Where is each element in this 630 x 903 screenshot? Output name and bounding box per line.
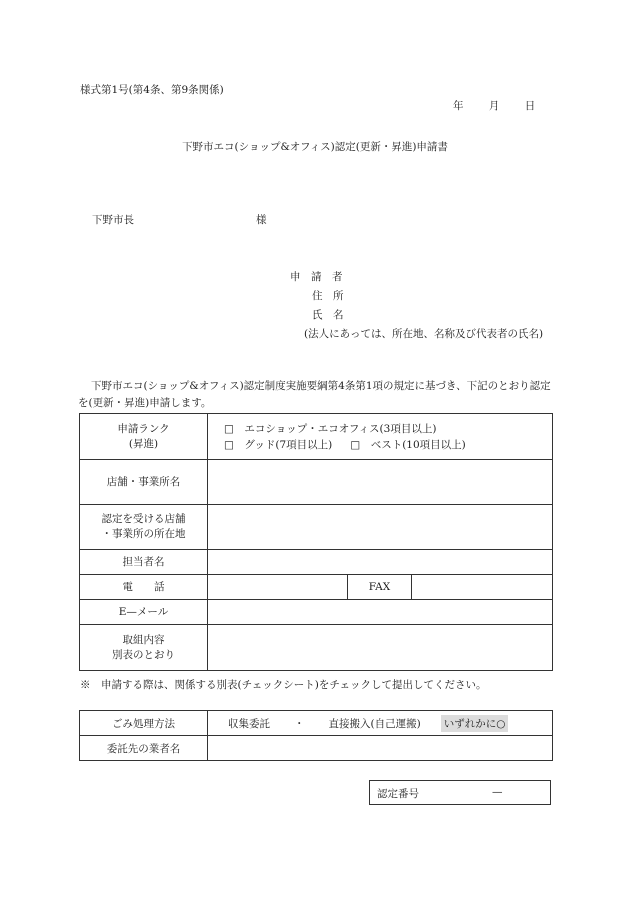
table-row-waste-method [80, 711, 553, 736]
addressee-name: 下野市長 [92, 214, 134, 226]
date-day-label: 日 [524, 100, 536, 112]
date-line [453, 98, 535, 113]
table-row-email [80, 600, 553, 625]
date-year-label: 年 [453, 100, 464, 112]
contractor-field[interactable] [208, 736, 553, 761]
applicant-header: 申 請 者 [290, 271, 343, 283]
initiatives-label-cell [80, 625, 208, 671]
table-row-contact [80, 550, 553, 575]
table-row-rank [80, 414, 553, 460]
table-row-store-name [80, 460, 553, 505]
table-row-phone [80, 575, 553, 600]
table-row-contractor [80, 736, 553, 761]
waste-option-collection[interactable]: 収集委託 [228, 717, 270, 730]
waste-table [79, 710, 553, 761]
submission-note: ※ 申請する際は、関係する別表(チェックシート)をチェックして提出してください。 [80, 679, 487, 691]
application-form-table [79, 413, 553, 671]
email-field[interactable] [208, 600, 553, 625]
applicant-note: (法人にあっては、所在地、名称及び代表者の氏名) [304, 328, 544, 340]
email-label: E—メール [80, 600, 208, 625]
rank-option-best[interactable]: □ ベスト(10項目以上) [350, 438, 466, 451]
date-month-label: 月 [488, 100, 500, 112]
rank-sublabel: (昇進) [128, 437, 159, 450]
applicant-name-label: 氏 名 [312, 309, 344, 321]
application-statement-text: 下野市エコ(ショップ&オフィス)認定制度実施要綱第4条第1項の規定に基づき、下記のとおり認定を(更新・昇進)申請します。 [78, 380, 551, 409]
table-row-location [80, 505, 553, 550]
certification-value: — [492, 786, 503, 798]
location-sublabel: ・事業所の所在地 [101, 528, 186, 540]
phone-field[interactable] [208, 575, 348, 600]
store-name-field[interactable] [208, 460, 553, 505]
initiatives-sublabel: 別表のとおり [112, 648, 175, 661]
form-number: 様式第1号(第4条、第9条関係) [80, 84, 224, 96]
location-field[interactable] [208, 505, 553, 550]
contact-field[interactable] [208, 550, 553, 575]
location-label: 認定を受ける店舗 [101, 513, 186, 525]
application-statement [78, 378, 552, 412]
rank-label-cell [80, 414, 208, 460]
document-title: 下野市エコ(ショップ&オフィス)認定(更新・昇進)申請書 [182, 141, 448, 153]
rank-option-good[interactable]: □ グッド(7項目以上) [224, 438, 333, 451]
store-name-label: 店舗・事業所名 [80, 460, 208, 505]
initiatives-label: 取組内容 [122, 633, 165, 646]
rank-options-cell [208, 414, 553, 460]
contractor-label: 委託先の業者名 [80, 736, 208, 761]
waste-option-direct[interactable]: 直接搬入(自己運搬) [328, 717, 421, 730]
rank-option-eco[interactable]: □ エコショップ・エコオフィス(3項目以上) [224, 422, 437, 435]
fax-label: FAX [348, 575, 412, 600]
rank-label: 申請ランク [117, 422, 170, 435]
certification-label: 認定番号 [377, 788, 419, 800]
waste-method-options [208, 711, 553, 736]
contact-label: 担当者名 [80, 550, 208, 575]
applicant-block [290, 268, 543, 344]
waste-method-label: ごみ処理方法 [80, 711, 208, 736]
fax-field[interactable] [412, 575, 553, 600]
initiatives-field[interactable] [208, 625, 553, 671]
certification-box [369, 780, 551, 805]
location-label-cell [80, 505, 208, 550]
table-row-initiatives [80, 625, 553, 671]
applicant-address-label: 住 所 [312, 290, 344, 302]
waste-option-separator: ・ [294, 717, 305, 730]
phone-label: 電 話 [80, 575, 208, 600]
addressee-honorific: 様 [256, 214, 267, 226]
waste-hint: いずれかに○ [441, 715, 509, 732]
